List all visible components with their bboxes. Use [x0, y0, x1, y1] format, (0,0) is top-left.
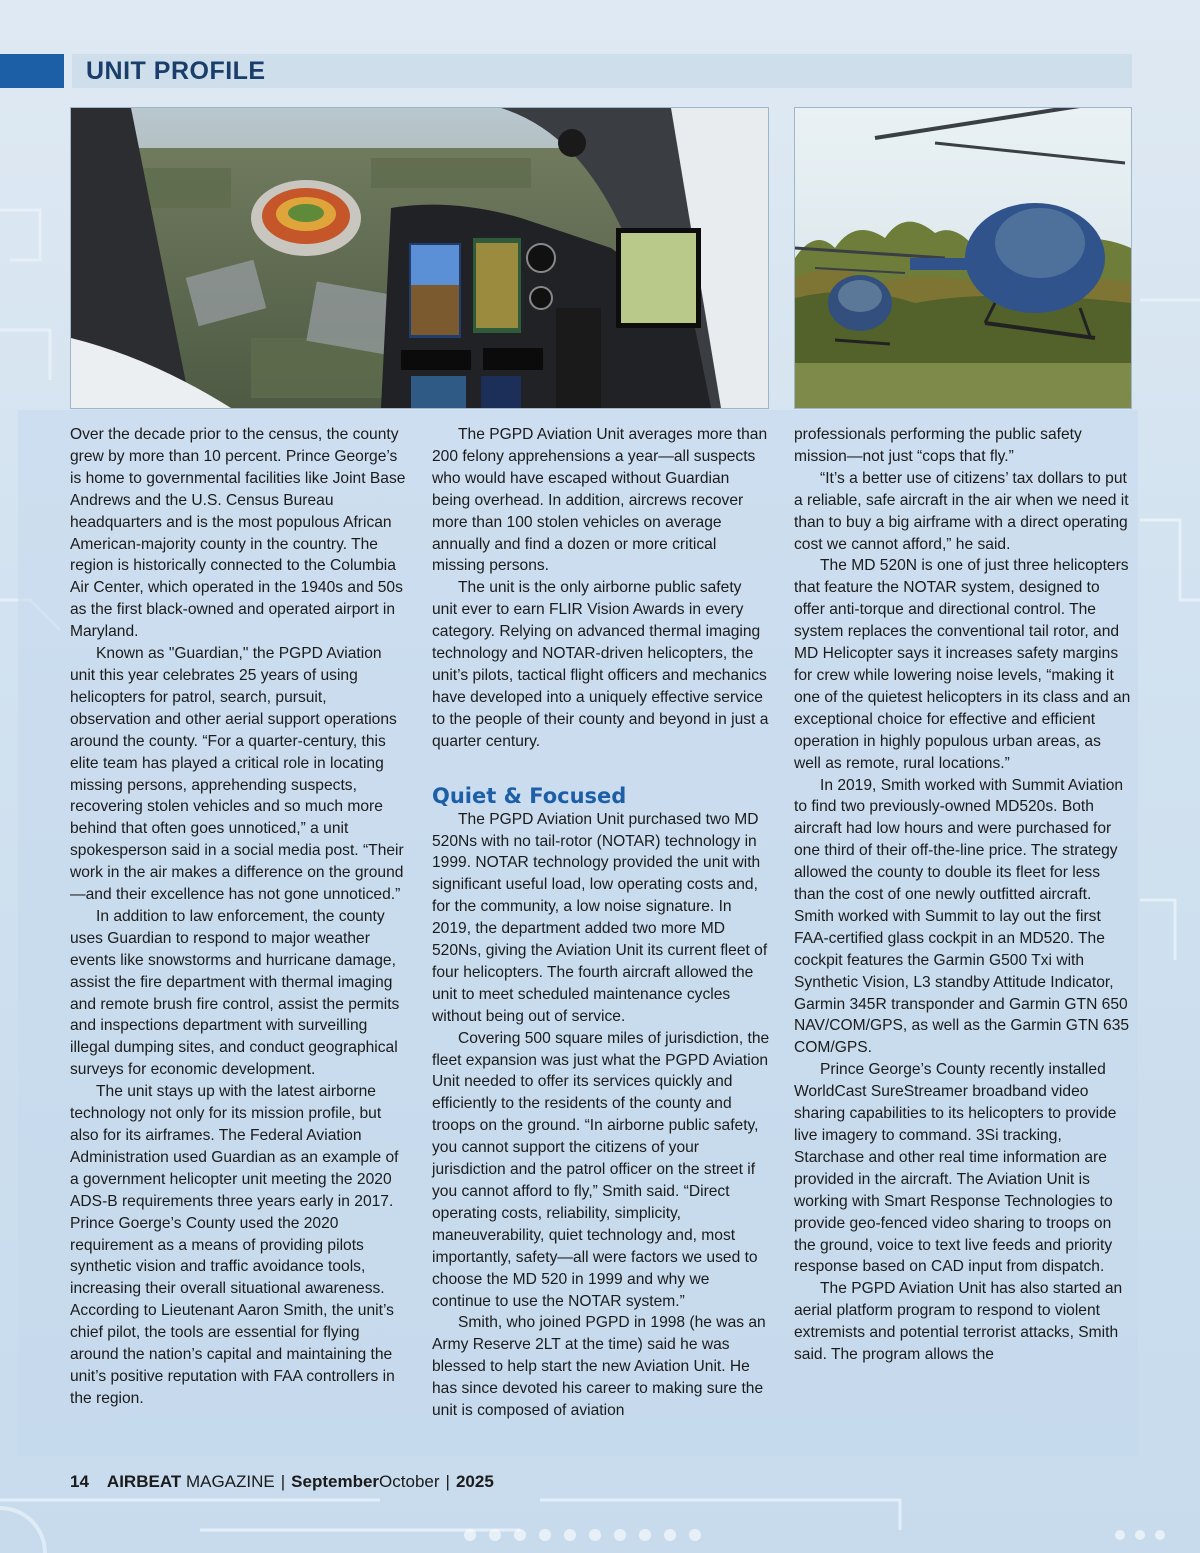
section-accent-block — [0, 54, 64, 88]
article-column-1 — [70, 424, 408, 1410]
paragraph: “It’s a better use of citizens’ tax dollars to put a reliable, safe aircraft in the air when we need it than to buy a big airframe with a direct operating cost we cannot afford,” he said. — [794, 469, 1129, 553]
paragraph: The PGPD Aviation Unit averages more than 200 felony apprehensions a year—all suspects who would have escaped without Guardian being overhead. In addition, aircrews recover more than 100 stolen vehicles on average annually and find a dozen or more critical missing persons. — [432, 426, 768, 575]
subheading: Quiet & Focused — [432, 783, 627, 808]
magazine-word: MAGAZINE — [185, 1472, 275, 1491]
paragraph: The PGPD Aviation Unit purchased two MD 520Ns with no tail-rotor (NOTAR) technology in 1999. NOTAR technology provided the unit with significant useful load, low operating costs and, for the community, a low noise signature. In 2019, the department added two more MD 520Ns, giving the Aviation Unit its current fleet of four helicopters. The fourth aircraft allowed the unit to meet scheduled maintenance cycles without being out of service. — [432, 810, 768, 1025]
footer-separator: | — [445, 1472, 450, 1491]
issue-month-bold: September — [291, 1472, 380, 1491]
paragraph: Known as "Guardian," the PGPD Aviation unit this year celebrates 25 years of using helicopters for patrol, search, pursuit, observation and other aerial support operations around the county. “For a quarter-century, this elite team has played a critical role in locating missing persons, apprehending suspects, recovering stolen vehicles and so much more behind that often goes unnoticed,” a unit spokesperson said in a social media post. “Their work in the air makes a difference on the ground—and their excellence has not gone unnoticed.” — [70, 645, 404, 904]
paragraph: The PGPD Aviation Unit has also started an aerial platform program to respond to violent extremists and potential terrorist attacks, Smith said. The program allows the — [794, 1280, 1123, 1364]
article-column-3 — [794, 424, 1132, 1366]
page-number: 14 — [70, 1472, 89, 1491]
cockpit-over-stadium-photo — [70, 107, 769, 409]
footer-separator: | — [280, 1472, 286, 1491]
issue-year: 2025 — [455, 1472, 494, 1491]
issue-month-regular: October — [379, 1472, 440, 1491]
paragraph: The unit stays up with the latest airborne technology not only for its mission profile, but also for its airframes. The Federal Aviation Administration used Guardian as an example of a government helicopter unit meeting the 2020 ADS-B requirements three years early in 2017. Prince Goerge’s County used the 2020 requirement as a means of providing pilots synthetic vision and traffic avoidance tools, increasing their overall situational awareness. According to Lieutenant Aaron Smith, the unit’s chief pilot, the tools are essential for flying around the nation’s capital and maintaining the unit’s positive reputation with FAA controllers in the region. — [70, 1083, 399, 1407]
paragraph: Over the decade prior to the census, the county grew by more than 10 percent. Prince George’s is home to governmental facilities like Joint Base Andrews and the U.S. Census Bureau headquarters and is the most populous African American-majority county in the country. The region is historically connected to the Columbia Air Center, which operated in the 1940s and 50s as the first black-owned and operated airport in Maryland. — [70, 426, 406, 641]
paragraph: The unit is the only airborne public safety unit ever to earn FLIR Vision Awards in every category. Relying on advanced thermal imaging technology and NOTAR-driven helicopters, the unit’s pilots, tactical flight officers and mechanics have developed into a uniquely effective service to the people of their county and beyond in just a quarter century. — [432, 579, 769, 750]
paragraph: The MD 520N is one of just three helicopters that feature the NOTAR system, designed to offer anti-torque and directional control. The system replaces the conventional tail rotor, and MD Helicopter says it increases safety margins for crew while lowering noise levels, “making it one of the quietest helicopters in its class and an exceptional choice for effective and efficient operation in highly populous urban areas, as well as remote, rural locations.” — [794, 557, 1131, 772]
paragraph: In addition to law enforcement, the county uses Guardian to respond to major weather events like snowstorms and hurricane damage, assist the fire department with thermal imaging and remote brush fire control, assist the permits and inspections department with surveilling illegal dumping sites, and conduct geographical surveys for economic development. — [70, 907, 400, 1079]
page-footer — [70, 1472, 494, 1496]
paragraph: Smith, who joined PGPD in 1998 (he was an Army Reserve 2LT at the time) said he was blessed to help start the new Aviation Unit. He has since devoted his career to making sure the unit is composed of aviation — [432, 1314, 766, 1420]
section-label: UNIT PROFILE — [86, 57, 266, 85]
paragraph: Covering 500 square miles of jurisdiction, the fleet expansion was just what the PGPD Aviation Unit needed to offer its services quickly and efficiently to the residents of the county and troops on the ground. “In airborne public safety, you cannot support the citizens of your jurisdiction and the patrol officer on the street if you cannot afford to fly,” Smith said. “Direct operating costs, reliability, simplicity, maneuverability, quiet technology and, most importantly, safety—all were factors we used to choose the MD 520 in 1999 and why we continue to use the NOTAR system.” — [432, 1029, 770, 1310]
paragraph: Prince George’s County recently installed WorldCast SureStreamer broadband video sharing capabilities to its helicopters to provide live imagery to command. 3Si tracking, Starchase and other real time information are provided in the aircraft. The Aviation Unit is working with Smart Response Technologies to provide geo-fenced video sharing to troops on the ground, voice to text live feeds and priority response based on CAD input from dispatch. — [794, 1061, 1117, 1276]
article-column-2 — [432, 424, 770, 1422]
paragraph: In 2019, Smith worked with Summit Aviation to find two previously-owned MD520s. Both aircraft had low hours and were purchased for one third of their off-the-line price. The strategy allowed the county to double its fleet for less than the cost of one newly outfitted aircraft. Smith worked with Summit to lay out the first FAA-certified glass cockpit in an MD520. The cockpit features the Garmin G500 Txi with Synthetic Vision, L3 standby Attitude Indicator, Garmin 345R transponder and Garmin GTN 650 NAV/COM/GPS, as well as the Garmin GTN 635 COM/GPS. — [794, 776, 1130, 1057]
magazine-brand: AIRBEAT — [106, 1472, 182, 1491]
two-helicopters-photo — [794, 107, 1132, 409]
paragraph: professionals performing the public safety mission—not just “cops that fly.” — [794, 426, 1082, 465]
